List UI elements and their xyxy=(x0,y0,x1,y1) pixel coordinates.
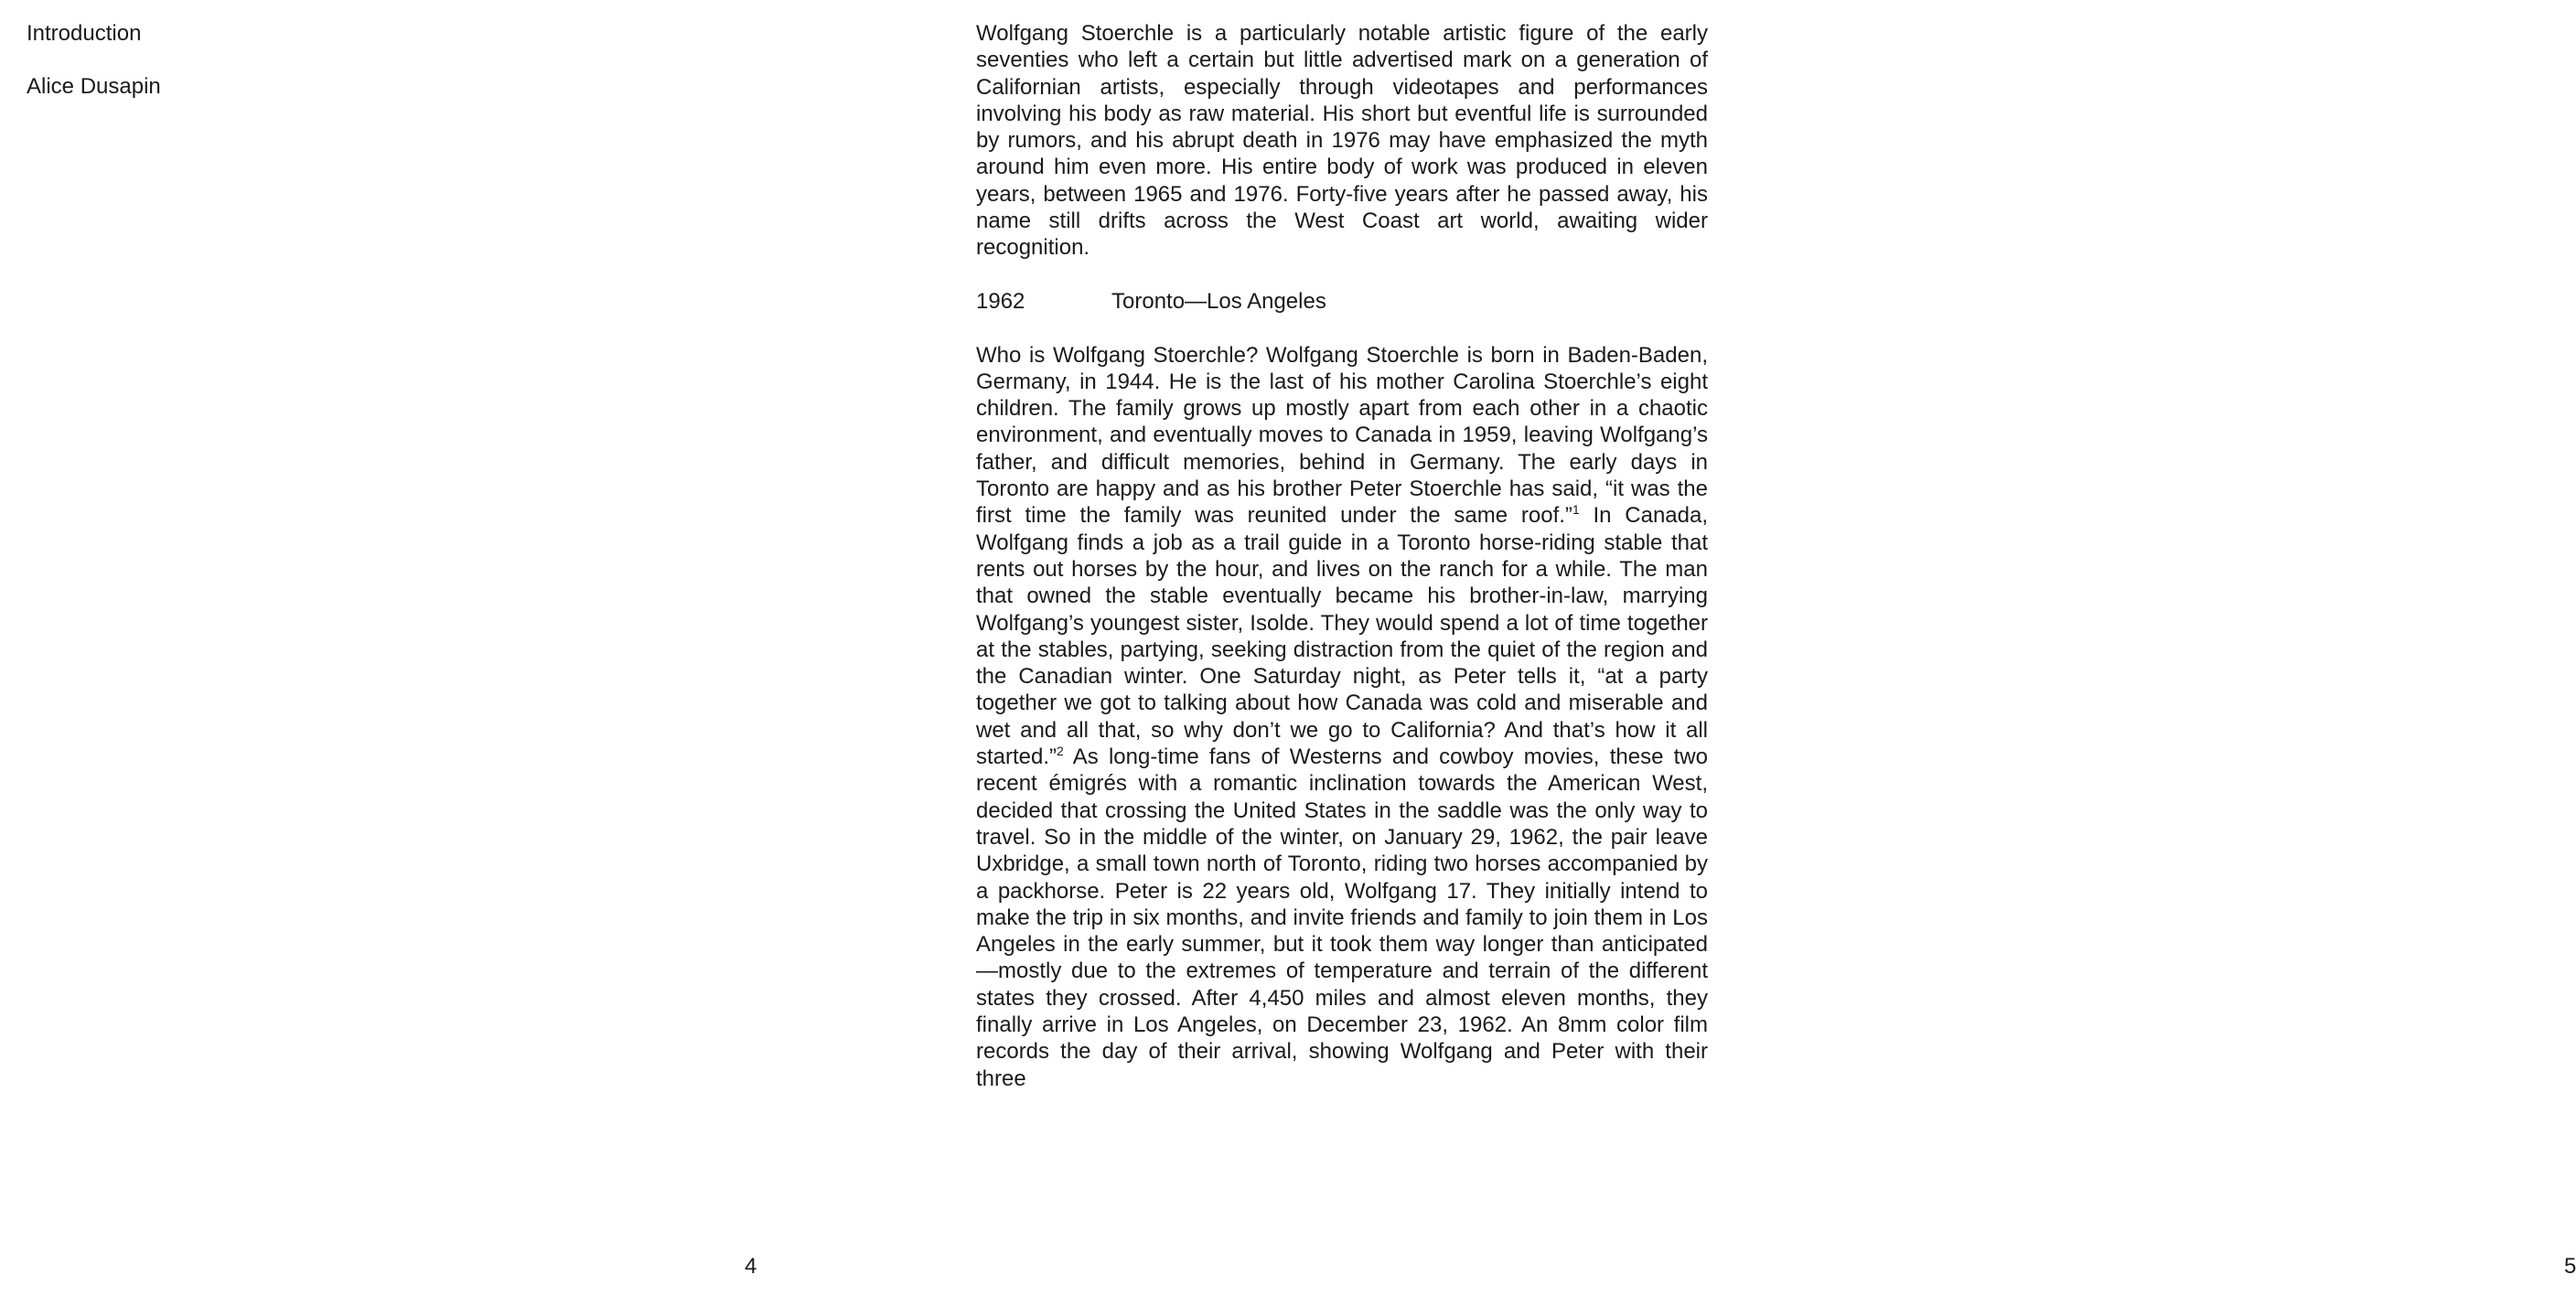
page-number-left: 4 xyxy=(745,1254,757,1279)
paragraph-spacer xyxy=(976,262,1708,288)
page-number-right: 5 xyxy=(2564,1254,2576,1279)
paragraph-spacer xyxy=(976,315,1708,341)
right-page xyxy=(864,0,2576,1296)
body-paragraph-part-3: As long-time fans of Westerns and cowboy movies, these two recent émigrés with a romantic inclination towards the American West, decided that crossing the United States in the saddle was the only way to travel. So in the middle of the winter, on January 29, 1962, the pair leave Uxbridge, a small town north of Toronto, riding two horses accompanied by a packhorse. Peter is 22 years old, Wolfgang 17. They initially intend to make the trip in six months, and invite friends and family to join them in Los Angeles in the early summer, but it took them way longer than anticipated—mostly due to the extremes of temperature and terrain of the different states they crossed. After 4,450 miles and almost eleven months, they finally arrive in Los Angeles, on December 23, 1962. An 8mm color film records the day of their arrival, showing Wolfgang and Peter with their three xyxy=(976,744,1708,1091)
body-paragraph xyxy=(976,342,1708,1092)
body-paragraph-part-2: In Canada, Wolfgang finds a job as a trail guide in a Toronto horse-riding stable that rents out horses by the hour, and lives on the ranch for a while. The man that owned the stable eventually became his brother-in-law, marrying Wolfgang’s youngest sister, Isolde. They would spend a lot of time together at the stables, partying, seeking distraction from the quiet of the region and the Canadian winter. One Saturday night, as Peter tells it, “at a party together we got to talking about how Canada was cold and miserable and wet and all that, so why don’t we go to California? And that’s how it all started.” xyxy=(976,503,1708,770)
section-heading-place: Toronto—Los Angeles xyxy=(1111,288,1326,314)
footnote-marker-2: 2 xyxy=(1057,744,1064,759)
section-heading xyxy=(976,288,1708,315)
body-text-column xyxy=(976,20,1708,1092)
left-page xyxy=(0,0,864,1296)
author-name: Alice Dusapin xyxy=(27,74,161,99)
intro-paragraph: Wolfgang Stoerchle is a particularly notable artistic figure of the early seventies who left a certain but little advertised mark on a generation of Californian artists, especially through videotapes and performances involving his body as raw material. His short but eventful life is surrounded by rumors, and his abrupt death in 1976 may have emphasized the myth around him even more. His entire body of work was produced in eleven years, between 1965 and 1976. Forty-five years after he passed away, his name still drifts across the West Coast art world, awaiting wider recognition. xyxy=(976,21,1708,261)
footnote-marker-1: 1 xyxy=(1572,502,1580,518)
body-paragraph-part-1: Who is Wolfgang Stoerchle? Wolfgang Stoerchle is born in Baden-Baden, Germany, in 1944. He is the last of his mother Carolina Stoerchle’s eight children. The family grows up mostly apart from each other in a chaotic environment, and eventually moves to Canada in 1959, leaving Wolfgang’s father, and difficult memories, behind in Germany. The early days in Toronto are happy and as his brother Peter Stoerchle has said, “it was the first time the family was reunited under the same roof.” xyxy=(976,342,1708,529)
section-heading-year: 1962 xyxy=(976,288,1025,314)
section-title: Introduction xyxy=(27,21,142,46)
